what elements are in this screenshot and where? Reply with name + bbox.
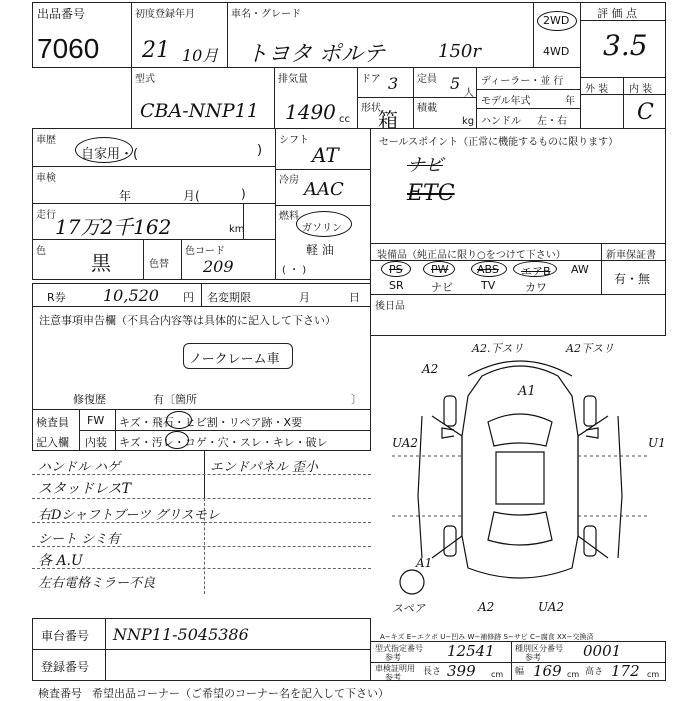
fw-text: キズ・飛石・ヒビ割・リペア跡・X要 [119,416,303,429]
bottom-strip [32,680,666,701]
width-value: 169 [533,662,562,680]
r-unit: 円 [183,291,194,304]
bottom-text: 希望出品コーナー（ご希望のコーナー名を記入して下さい） [92,687,389,700]
sales-item-navi: ナビ [407,155,443,176]
equip-pw: PW [431,263,449,276]
note-line-1: ハンドル ハゲ [38,460,121,475]
score-value: 3.5 [603,29,648,62]
ac-value: AAC [304,179,344,200]
first-reg-month: 10月 [182,46,219,65]
capacity-label: 定員 [417,74,437,85]
car-diagram-svg [372,336,666,620]
inspection-close: ) [241,187,246,201]
score-cell [580,2,666,78]
equip-abs: ABS [477,263,499,276]
note-line-2: スタッドレスT [38,481,131,497]
color-code-value: 209 [203,257,234,276]
drive-cell [533,2,581,68]
cert-label: 車検証明用 [375,664,415,673]
after-sale-label: 後日品 [375,301,405,312]
first-reg-year: 21 [142,38,170,63]
inspector-label: 検査員 [36,416,69,429]
equip-tv: TV [481,279,496,292]
note-line-4: シート シミ有 [38,532,121,547]
shift-label: シフト [279,135,309,146]
handle-label: ハンドル [481,116,521,127]
height-value: 172 [611,662,640,680]
notes-label: 注意事項申告欄（不具合内容等は具体的に記入して下さい） [39,314,336,327]
sales-label: セールスポイント（正常に機能するものに限ります） [379,137,619,148]
sales-item-etc: ETC [407,181,455,206]
class-value: 0001 [583,642,622,660]
diag-label-left-side: UA2 [392,436,419,450]
model-label: 車名・グレード [231,9,301,20]
color-code-label: 色コード [185,246,225,257]
capacity-load-cell [413,67,477,129]
equip-aw: AW [571,263,589,276]
model-year-suffix: 年 [565,96,575,107]
shift-value: AT [312,143,339,167]
diag-label-fender: A2 [422,362,439,376]
class-sub: 参考 [525,653,541,662]
color-label: 色 [36,246,46,257]
diag-label-front-right: A2下スリ [566,342,614,355]
mileage-label: 走行 [36,210,56,221]
warranty-block [601,243,666,295]
equip-leather: カワ [525,281,547,294]
car-diagram [372,336,666,620]
grade-value: 150r [438,41,481,62]
name-change-month: 月 [299,291,310,304]
displacement-unit: cc [339,114,350,125]
height-label: 高さ [585,667,604,677]
handwritten-notes [32,450,371,620]
first-reg-label: 初度登録年月 [135,9,195,20]
load-unit: kg [462,116,475,127]
drive-4wd: 4WD [543,45,570,58]
interior-label: 内 装 [629,84,653,95]
displacement-value: 1490 [285,100,336,124]
inspection-year: 年 [119,189,132,203]
spec-codes-block [370,641,666,681]
drivetrain-block [275,128,371,280]
diag-label-front-left: A2.下スリ [472,342,524,355]
width-label: 幅 [515,667,525,677]
equip-airbag: エアB [521,265,551,278]
note-right-1: エンドパネル 歪小 [210,460,318,475]
type-value: CBA-NNP11 [140,100,259,122]
diag-label-rear-bumper-right: UA2 [538,600,565,614]
damage-legend: A−キズ E−エクボ U−凹み W−補修跡 S−サビ C−腐食 XX−交換済 [380,633,594,641]
drive-2wd: 2WD [543,14,570,27]
displacement-label: 排気量 [278,74,308,85]
warranty-label: 新車保証書 [606,250,656,261]
diag-label-hood: A1 [518,384,536,399]
color-value: 黒 [91,251,111,275]
r-label: R券 [47,291,66,304]
fuel-gas: ガソリン [302,223,342,234]
fw-label: FW [87,414,105,427]
width-unit: cm [567,670,580,679]
fuel-label: 燃料 [279,211,299,222]
repair-value: 有〔箇所 [153,393,197,406]
interior-check-label: 内装 [85,436,107,449]
chassis-row [32,618,371,650]
note-line-5: 各 A.U [38,553,83,569]
after-sale-block [370,294,666,336]
equip-ps: PS [389,263,403,276]
doors-shape-cell [357,67,414,132]
chassis-label: 車台番号 [41,629,90,643]
dealer-cell [476,67,581,129]
interior-grade: C [637,100,654,125]
inspection-label: 車検 [36,173,56,184]
diag-label-rear-left: A1 [416,556,433,570]
exterior-interior-cell [580,77,666,129]
registration-label: 登録番号 [41,660,90,674]
length-unit: cm [491,670,504,679]
capacity-value: 5 [450,74,461,93]
fuel-diesel: 軽 油 [306,243,334,257]
r-value: 10,520 [103,286,159,305]
inspector-block [32,409,371,451]
type-label: 型式 [135,74,155,85]
equip-navi: ナビ [431,281,453,294]
shape-value: 箱 [378,108,398,132]
score-label: 評 価 点 [597,7,637,20]
diag-label-right-side: U1 [648,436,666,450]
equip-sr: SR [389,279,404,292]
interior-check-text: キズ・汚レ・コゲ・穴・スレ・キレ・破レ [119,436,328,449]
load-label: 積載 [417,103,437,114]
mileage-unit: km [229,224,245,235]
note-line-3: 右Dシャフトブーツ グリスモレ [38,508,220,523]
model-grade-cell [227,2,534,68]
name-change-label: 名変期限 [207,291,251,304]
shape-label: 形状 [361,103,381,114]
diag-label-spare: スペア [392,602,425,615]
sales-points-block [370,128,666,244]
type-number-label: 型式指定番号 [375,644,423,653]
equipment-label: 装備品（純正品に限り○をつけて下さい） [377,250,566,261]
lot-label: 出品番号 [37,7,86,21]
first-registration-cell [131,2,228,68]
history-label: 車歴 [36,135,56,146]
history-value: 自家用・( [81,147,139,162]
chassis-value: NNP11-5045386 [113,625,249,644]
model-type-cell [131,67,275,129]
registration-row [32,649,371,681]
exterior-label: 外 装 [585,84,609,95]
cert-sub: 参考 [385,673,401,682]
height-unit: cm [647,670,660,679]
record-label: 記入欄 [36,436,69,449]
doors-label: ドア [361,74,381,85]
mileage-value: 17万2千162 [55,215,172,239]
name-change-day: 日 [349,291,360,304]
dealer-label: ディーラー・並 行 [481,76,564,87]
class-label: 種別区分番号 [515,644,563,653]
length-label: 長さ [423,667,442,677]
fuel-paren: ( ・ ) [282,265,307,276]
ac-label: 冷房 [279,175,299,186]
repair-label: 修復歴 [73,393,106,406]
doors-value: 3 [388,74,399,93]
diag-label-rear-bumper-left: A2 [478,600,495,614]
model-value: トヨタ ポルテ [246,42,385,67]
capacity-unit: 人 [464,88,474,99]
recycle-row [32,283,371,307]
notes-block [32,306,371,410]
type-number-sub: 参考 [385,653,401,662]
history-close: ) [257,143,263,158]
no-claim-label: ノークレーム車 [189,352,280,367]
lot-number: 7060 [37,33,100,64]
equipment-block [370,243,602,295]
displacement-cell [274,67,358,129]
history-block [32,128,276,280]
type-number-value: 12541 [447,642,495,660]
lot-number-cell [32,2,132,68]
note-line-6: 左右電格ミラー不良 [38,576,156,591]
handle-value: 左・右 [537,116,567,127]
color-change-label: 色替 [149,259,169,270]
model-year-label: モデル年式 [481,96,531,107]
warranty-value: 有・無 [614,272,651,286]
inspection-month: 月( [183,189,200,203]
length-value: 399 [447,662,476,680]
repair-close: 〕 [351,393,362,406]
bottom-left-label: 検査番号 [38,687,82,700]
